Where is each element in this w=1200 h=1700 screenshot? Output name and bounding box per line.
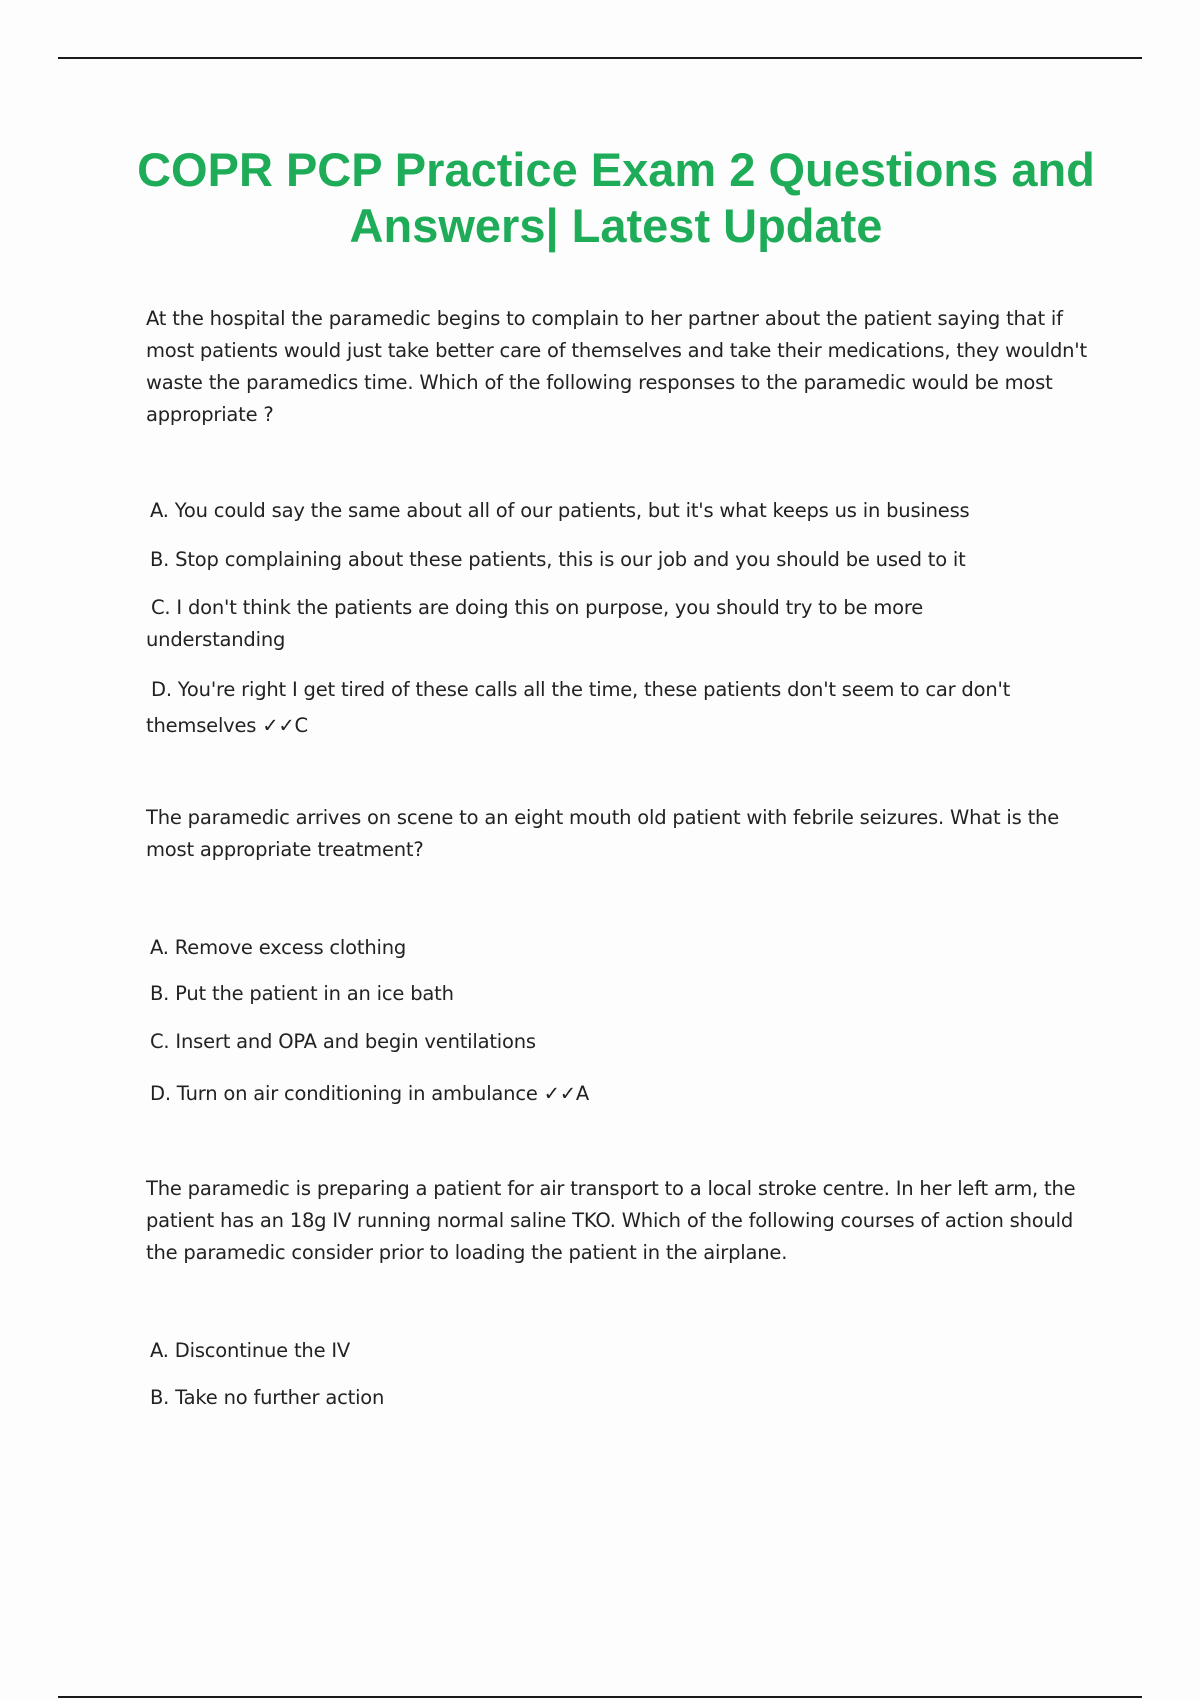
- bottom-divider: [58, 1696, 1142, 1698]
- question-3-option-a: A. Discontinue the IV: [150, 1339, 351, 1362]
- question-2-option-c: C. Insert and OPA and begin ventilations: [150, 1030, 536, 1053]
- top-divider: [58, 57, 1142, 59]
- question-1-option-a: A. You could say the same about all of our patients, but it's what keeps us in business: [150, 499, 970, 522]
- question-1-option-c: C. I don't think the patients are doing this on purpose, you should try to be more understanding: [146, 596, 924, 651]
- question-3-prompt: The paramedic is preparing a patient for air transport to a local stroke centre. In her left arm, the patient has an 18g IV running normal saline TKO. Which of the following courses of action should the paramedic consider prior to loading the patient in the airplane.: [146, 1177, 1076, 1264]
- document-title: COPR PCP Practice Exam 2 Questions and Answers| Latest Update: [137, 143, 1095, 252]
- question-1-option-b: B. Stop complaining about these patients, this is our job and you should be used to it: [150, 548, 966, 571]
- question-2-option-a: A. Remove excess clothing: [150, 936, 407, 959]
- question-2-option-d: D. Turn on air conditioning in ambulance ✓✓A: [150, 1082, 590, 1105]
- question-1-option-d: D. You're right I get tired of these calls all the time, these patients don't seem to car don't themselves ✓✓C: [146, 678, 1011, 737]
- question-1-prompt: At the hospital the paramedic begins to complain to her partner about the patient saying that if most patients would just take better care of themselves and take their medications, they wouldn't waste the paramedics time. Which of the following responses to the paramedic would be most appropriate ?: [146, 307, 1087, 426]
- question-2-option-b: B. Put the patient in an ice bath: [150, 982, 454, 1005]
- question-2-prompt: The paramedic arrives on scene to an eight mouth old patient with febrile seizures. What is the most appropriate treatment?: [146, 806, 1060, 861]
- question-3-option-b: B. Take no further action: [150, 1386, 385, 1409]
